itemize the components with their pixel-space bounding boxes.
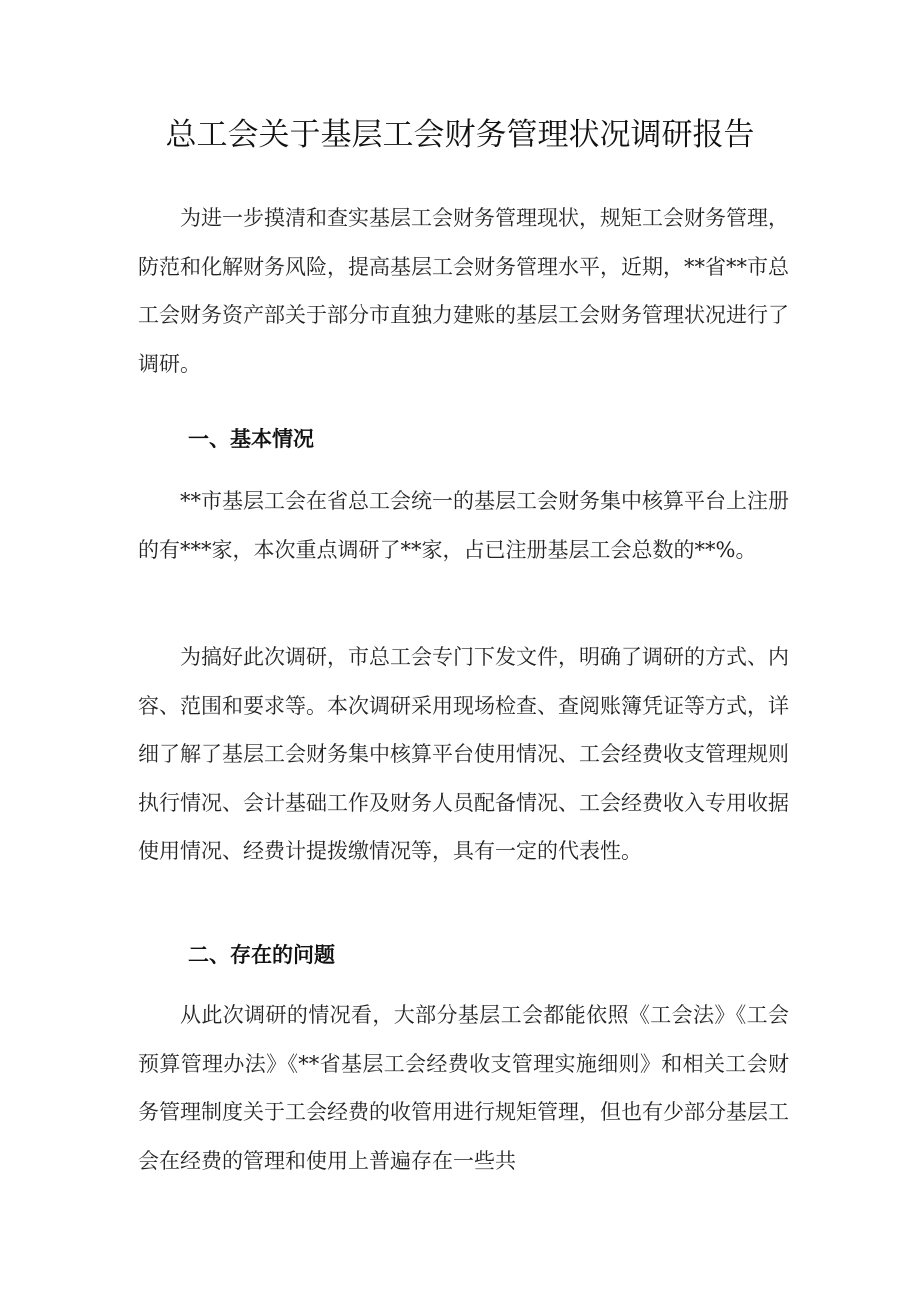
paragraph-basic-situation: **市基层工会在省总工会统一的基层工会财务集中核算平台上注册的有***家，本次重点调研了**家，占已注册基层工会总数的**%。 [138, 489, 789, 562]
section-heading-basic-situation: 一、基本情况 [188, 427, 314, 451]
paragraph-survey-method: 为搞好此次调研，市总工会专门下发文件，明确了调研的方式、内容、范围和要求等。本次调研采用现场检查、查阅账簿凭证等方式，详细了解了基层工会财务集中核算平台使用情况、工会经费收支管理规则执行情况、会计基础工作及财务人员配备情况、工会经费收入专用收据使用情况、经费计提拨缴情况等，具有一定的代表性。 [138, 645, 789, 864]
paragraph-existing-problems: 从此次调研的情况看，大部分基层工会都能依照《工会法》《工会预算管理办法》《**省基层工会经费收支管理实施细则》和相关工会财务管理制度关于工会经费的收管用进行规矩管理，但也有少部分基层工会在经费的管理和使用上普遍存在一些共 [138, 1003, 789, 1173]
paragraph-intro: 为进一步摸清和查实基层工会财务管理现状，规矩工会财务管理，防范和化解财务风险，提高基层工会财务管理水平，近期，**省**市总工会财务资产部关于部分市直独力建账的基层工会财务管理状况进行了调研。 [138, 206, 789, 376]
section-heading-existing-problems: 二、存在的问题 [188, 943, 335, 967]
document-title: 总工会关于基层工会财务管理状况调研报告 [165, 117, 755, 153]
